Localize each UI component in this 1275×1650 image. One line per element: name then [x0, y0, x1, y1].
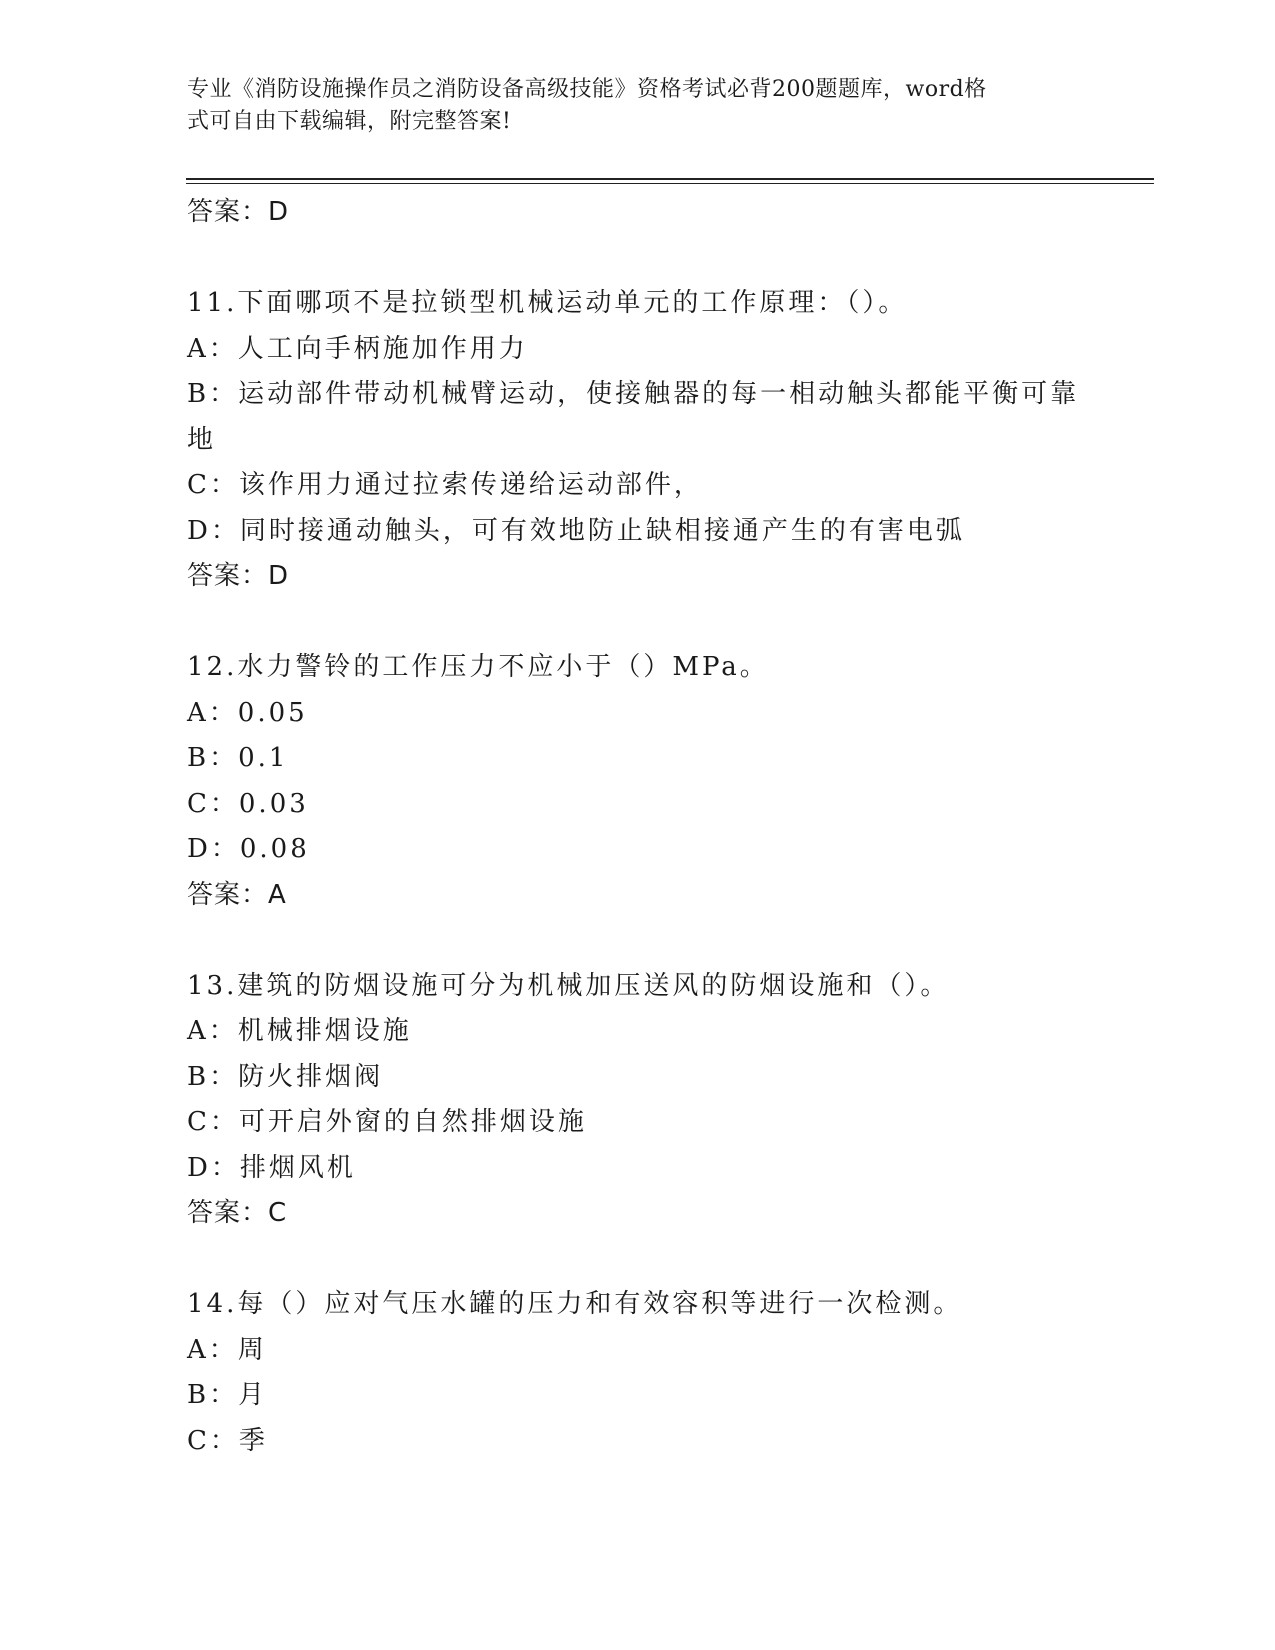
header-divider-thick — [186, 178, 1154, 180]
header-line-1: 专业《消防设施操作员之消防设备高级技能》资格考试必背200题题库，word格 — [187, 77, 987, 102]
option-b-continued: 地 — [187, 424, 217, 455]
option-a: A：0.05 — [187, 697, 308, 728]
question-stem: 13.建筑的防烟设施可分为机械加压送风的防烟设施和（）。 — [187, 970, 950, 1001]
option-c: C：季 — [187, 1425, 268, 1456]
header-divider-thin — [186, 183, 1154, 184]
answer-previous: 答案：D — [187, 197, 290, 227]
question-list — [187, 190, 1087, 1464]
header-line-2: 式可自由下载编辑，附完整答案! — [187, 109, 512, 134]
option-c: C：可开启外窗的自然排烟设施 — [187, 1107, 587, 1137]
option-d: D：排烟风机 — [187, 1152, 356, 1183]
question-stem: 14.每（）应对气压水罐的压力和有效容积等进行一次检测。 — [187, 1289, 963, 1319]
option-b: B：0.1 — [187, 743, 289, 773]
option-b: B：月 — [187, 1380, 268, 1410]
question-11 — [187, 281, 1087, 600]
option-b: B：运动部件带动机械臂运动，使接触器的每一相动触头都能平衡可靠 — [187, 379, 1080, 409]
question-stem: 12.水力警铃的工作压力不应小于（）MPa。 — [187, 652, 769, 682]
question-13 — [187, 964, 1087, 1237]
question-12 — [187, 645, 1087, 918]
option-d: D：0.08 — [187, 834, 310, 864]
option-a: A：人工向手柄施加作用力 — [187, 333, 528, 364]
option-d: D：同时接通动触头，可有效地防止缺相接通产生的有害电弧 — [187, 515, 965, 546]
answer: 答案：C — [187, 1198, 288, 1228]
question-14 — [187, 1282, 1087, 1464]
option-a: A：周 — [187, 1334, 267, 1365]
option-b: B：防火排烟阀 — [187, 1061, 384, 1092]
option-a: A：机械排烟设施 — [187, 1016, 412, 1046]
question-stem: 11.下面哪项不是拉锁型机械运动单元的工作原理：（）。 — [187, 288, 908, 318]
answer: 答案：D — [187, 561, 290, 591]
option-c: C：0.03 — [187, 788, 309, 819]
document-header — [187, 74, 1067, 138]
option-c: C：该作用力通过拉索传递给运动部件， — [187, 470, 703, 500]
answer: 答案：A — [187, 879, 287, 910]
